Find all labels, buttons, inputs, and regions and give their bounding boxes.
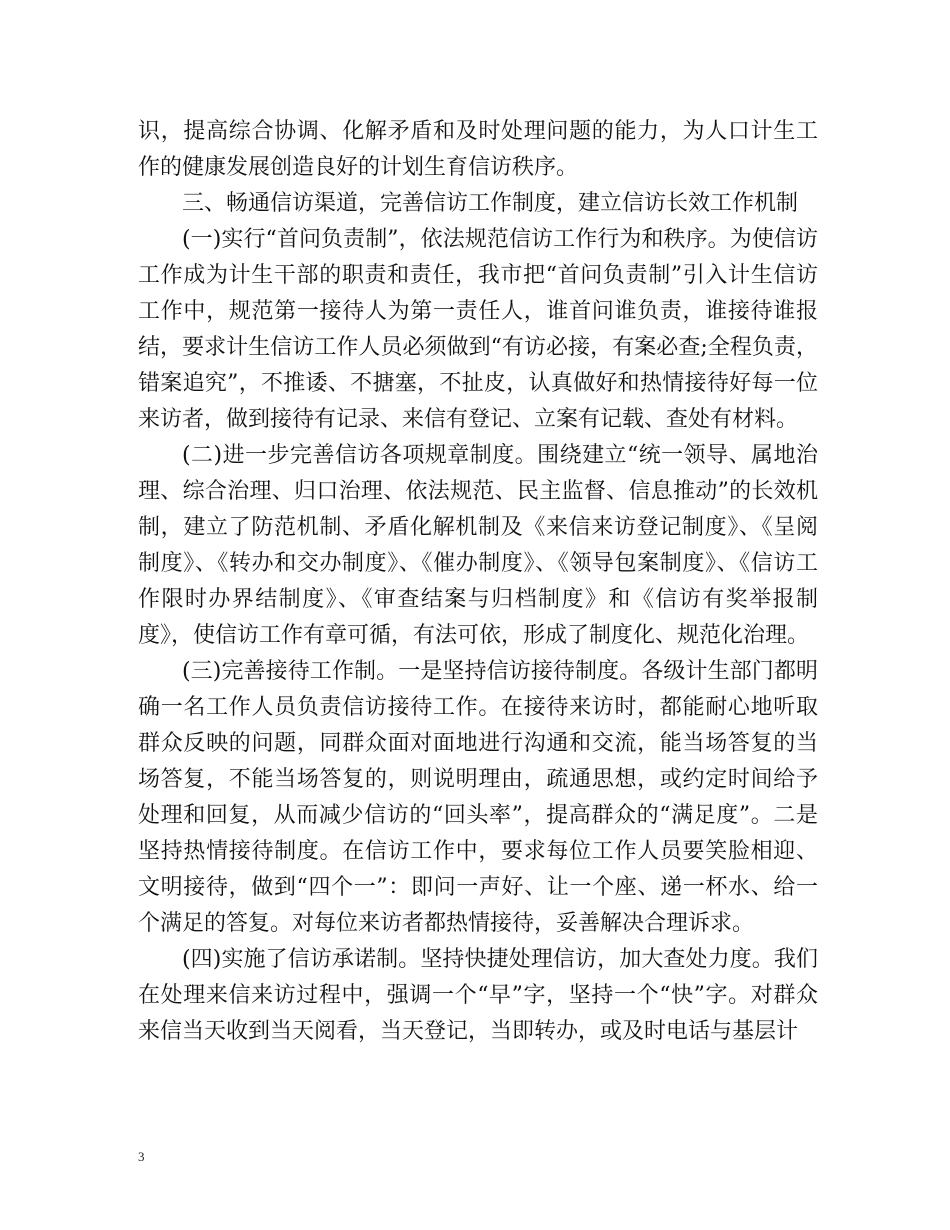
- paragraph-rules-and-regulations: (二)进一步完善信访各项规章制度。围绕建立“统一领导、属地治理、综合治理、归口治理、依法规范、民主监督、信息推动”的长效机制，建立了防范机制、矛盾化解机制及《来信来访登记制度》、《呈阅制度》、《转办和交办制度》、《催办制度》、《领导包案制度》、《信访工作限时办界结制度》、《审查结案与归档制度》和《信访有奖举报制度》，使信访工作有章可循，有法可依，形成了制度化、规范化治理。: [138, 443, 818, 648]
- paragraph-reception-system: (三)完善接待工作制。一是坚持信访接待制度。各级计生部门都明确一名工作人员负责信访接待工作。在接待来访时，都能耐心地听取群众反映的问题，同群众面对面地进行沟通和交流，能当场答复的当场答复，不能当场答复的，则说明理由，疏通思想，或约定时间给予处理和回复，从而减少信访的“回头率”，提高群众的“满足度”。二是坚持热情接待制度。在信访工作中，要求每位工作人员要笑脸相迎、文明接待，做到“四个一”：即问一声好、让一个座、递一杯水、给一个满足的答复。对每位来访者都热情接待，妥善解决合理诉求。: [138, 659, 818, 936]
- paragraph-first-inquiry-responsibility: (一)实行“首问负责制”，依法规范信访工作行为和秩序。为使信访工作成为计生干部的职责和责任，我市把“首问负责制”引入计生信访工作中，规范第一接待人为第一责任人，谁首问谁负责，谁接待谁报结，要求计生信访工作人员必须做到“有访必接，有案必查;全程负责，错案追究”，不推诿、不搪塞，不扯皮，认真做好和热情接待好每一位来访者，做到接待有记录、来信有登记、立案有记载、查处有材料。: [138, 227, 818, 432]
- page-number: 3: [138, 1149, 145, 1164]
- paragraph-continuation: 识，提高综合协调、化解矛盾和及时处理问题的能力，为人口计生工作的健康发展创造良好的计划生育信访秩序。: [138, 119, 818, 180]
- paragraph-commitment-system: (四)实施了信访承诺制。坚持快捷处理信访，加大查处力度。我们在处理来信来访过程中，强调一个“早”字，坚持一个“快”字。对群众来信当天收到当天阅看，当天登记，当即转办，或及时电话与基层计: [138, 947, 818, 1044]
- document-body: [138, 114, 818, 1050]
- section-heading: 三、畅通信访渠道，完善信访工作制度，建立信访长效工作机制: [182, 191, 799, 216]
